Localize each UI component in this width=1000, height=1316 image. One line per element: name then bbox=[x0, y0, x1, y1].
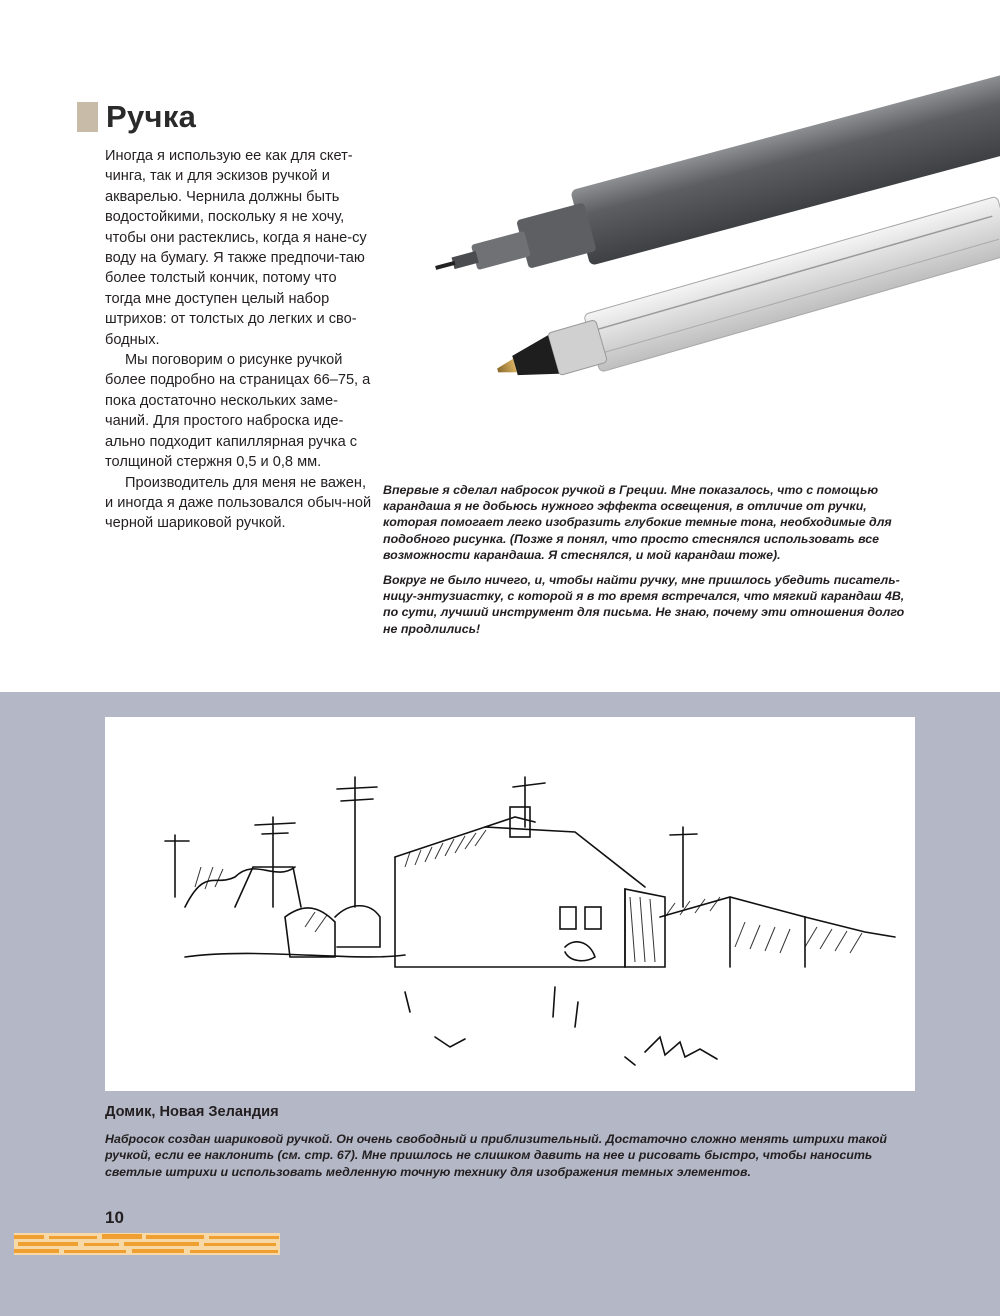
pens-photo bbox=[410, 60, 1000, 480]
section-heading bbox=[77, 100, 196, 134]
body-paragraph-1: Иногда я использую ее как для скет-чинга, так и для эскизов ручкой и акварелью. Чернила должны быть водостойкими, поскольку я не хочу, чтобы они растеклись, когда я нане-су воду на бумагу. Я также предпочи-таю более толстый кончик, потому что тогда мне доступен целый набор штрихов: от толстых до легких и сво-бодных. bbox=[105, 148, 367, 348]
photo-caption bbox=[383, 482, 913, 646]
sketch-illustration bbox=[105, 717, 915, 1091]
pen-sketch-house bbox=[105, 717, 915, 1091]
body-text bbox=[105, 146, 375, 534]
photo-caption-paragraph-2: Вокруг не было ничего, и, чтобы найти ручку, мне пришлось убедить писатель-ницу-энтузиастку, с которой я в то время встречался, что мягкий карандаш 4B, по сути, лучший инструмент для письма. Не знаю, почему эти отношения долго не продлились! bbox=[383, 573, 905, 636]
page-title: Ручка bbox=[106, 99, 197, 134]
page-number: 10 bbox=[105, 1208, 124, 1227]
body-paragraph-3: Производитель для меня не важен, и иногда я даже пользовался обыч-ной черной шариковой ручкой. bbox=[105, 474, 372, 532]
decorative-orange-strip bbox=[14, 1233, 280, 1255]
photo-caption-paragraph-1: Впервые я сделал набросок ручкой в Греции. Мне показалось, что с помощью карандаша я не добьюсь нужного эффекта освещения, в отличие от ручки, которая помогает легко изобразить глубокие темные тона, необходимые для подобного рисунка. (Позже я понял, что просто стеснялся использовать все возможности карандаша. Я стеснялся, и мой карандаш тоже). bbox=[383, 483, 892, 562]
sketch-caption: Набросок создан шариковой ручкой. Он очень свободный и приблизительный. Достаточно сложно менять штрихи такой ручкой, если ее наклонить (см. стр. 67). Мне пришлось не слишком давить на нее и рисовать быстро, чтобы наносить светлые штрихи и использовать медленную точную технику для изображения темных элементов. bbox=[105, 1132, 887, 1179]
sketch-title: Домик, Новая Зеландия bbox=[105, 1104, 279, 1120]
heading-marker bbox=[77, 102, 98, 132]
body-paragraph-2: Мы поговорим о рисунке ручкой более подробно на страницах 66–75, а пока достаточно нескольких заме-чаний. Для простого наброска иде-ально подходит капиллярная ручка с толщиной стержня 0,5 и 0,8 мм. bbox=[105, 352, 371, 471]
